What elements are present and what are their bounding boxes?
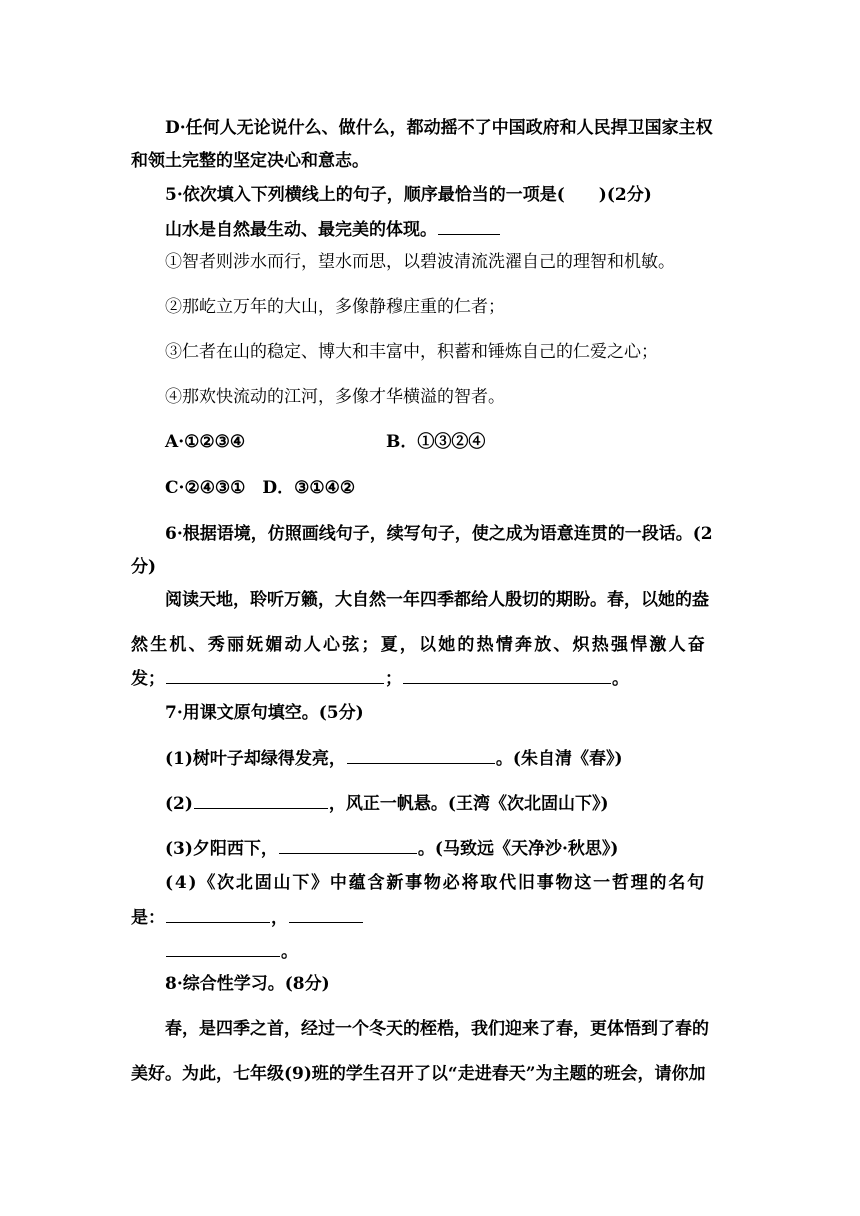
q5-option-cd: C·②④③① D．③①④②	[165, 478, 356, 498]
q7-item-2: (2) ，风正一帆悬。(王湾《次北固山下》)	[165, 794, 609, 814]
q5-sentence-2: ②那屹立万年的大山，多像静穆庄重的仁者；	[165, 297, 505, 317]
q7-blank-4c	[166, 940, 280, 957]
q5-option-b: B．①③②④	[386, 432, 486, 452]
q5-blank	[438, 218, 500, 235]
q7-blank-4a	[166, 906, 270, 923]
q5-sentence-1: ①智者则涉水而行，望水而思，以碧波清流洗濯自己的理智和机敏。	[165, 252, 675, 272]
q7-item-4-line3: 。	[165, 940, 298, 963]
q6-passage-line2: 然生机、秀丽妩媚动人心弦；夏，以她的热情奔放、炽热强悍激人奋	[131, 635, 707, 655]
q7-stem: 7·用课文原句填空。(5分)	[165, 703, 364, 723]
q6-passage-line3: 发； ； 。	[131, 669, 629, 689]
q7-item-1: (1)树叶子却绿得发亮， 。(朱自清《春》)	[165, 749, 623, 769]
q7-item-4-line2: 是： ，	[131, 906, 364, 929]
q8-passage-line2: 美好。为此，七年级(9)班的学生召开了以“走进春天”为主题的班会，请你加	[131, 1064, 706, 1084]
q7-blank-1	[347, 747, 495, 764]
q7-blank-4b	[289, 906, 363, 923]
q7-blank-3	[279, 837, 417, 854]
q4-option-d-line2: 和领土完整的坚定决心和意志。	[131, 151, 369, 171]
q6-stem-line2: 分)	[131, 557, 157, 577]
q7-blank-2	[194, 792, 328, 809]
q6-stem-line1: 6·根据语境，仿照画线句子，续写句子，使之成为语意连贯的一段话。(2	[165, 524, 713, 544]
q8-passage-line1: 春，是四季之首，经过一个冬天的桎梏，我们迎来了春，更体悟到了春的	[165, 1019, 709, 1039]
q6-blank-1	[166, 667, 384, 684]
q5-intro: 山水是自然最生动、最完美的体现。	[165, 218, 501, 241]
q4-option-d-line1: D·任何人无论说什么、做什么，都动摇不了中国政府和人民捍卫国家主权	[165, 118, 713, 138]
q7-item-3: (3)夕阳西下， 。(马致远《天净沙·秋思》)	[165, 839, 619, 859]
q5-stem: 5·依次填入下列横线上的句子，顺序最恰当的一项是( )(2分)	[165, 185, 652, 205]
q5-sentence-4: ④那欢快流动的江河，多像才华横溢的智者。	[165, 387, 505, 407]
q7-item-4-line1: (4)《次北固山下》中蕴含新事物必将取代旧事物这一哲理的名句	[165, 873, 706, 893]
q8-stem: 8·综合性学习。(8分)	[165, 974, 330, 994]
q5-sentence-3: ③仁者在山的稳定、博大和丰富中，积蓄和锤炼自己的仁爱之心；	[165, 342, 658, 362]
q6-passage-line1: 阅读天地，聆听万籁，大自然一年四季都给人殷切的期盼。春，以她的盎	[165, 590, 709, 610]
q6-blank-2	[403, 667, 611, 684]
q5-option-a: A·①②③④	[165, 432, 246, 452]
